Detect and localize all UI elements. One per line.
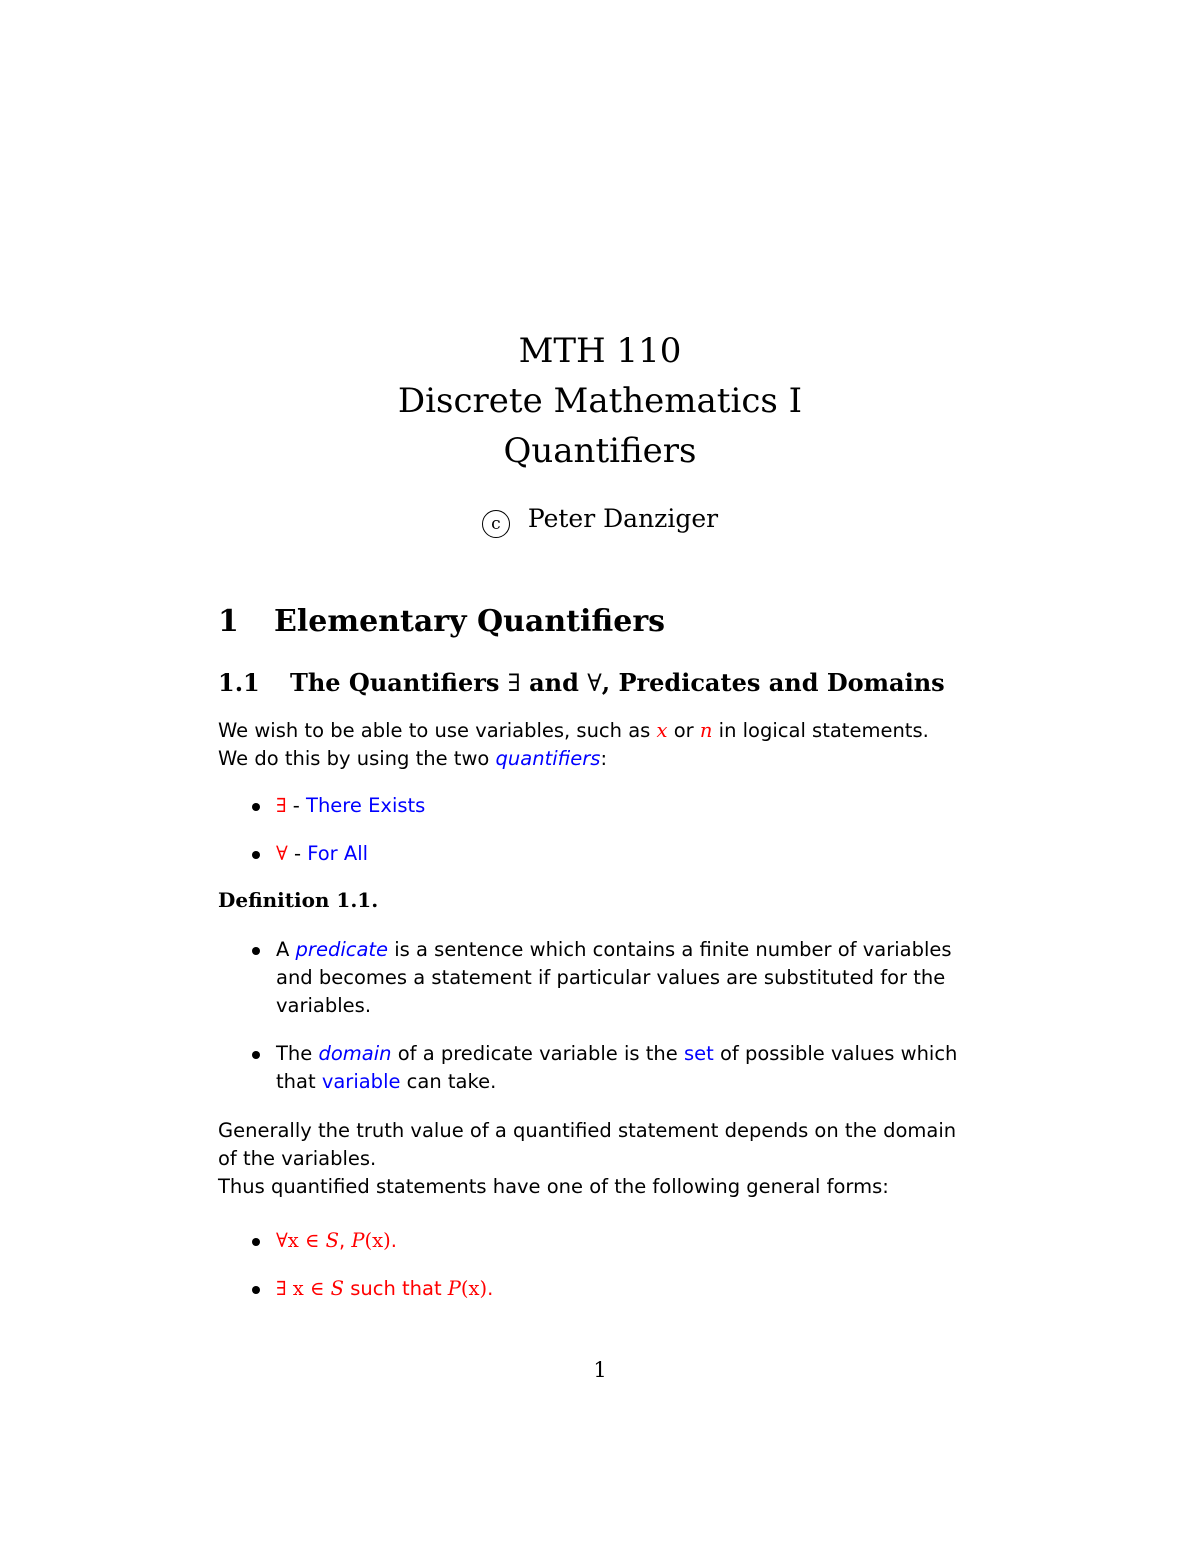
subsection-number: 1.1: [218, 668, 260, 697]
for-all-link[interactable]: For All: [307, 842, 369, 865]
list-item-forall: [252, 840, 992, 868]
definition-text: can take.: [400, 1070, 497, 1093]
bullet-icon: [252, 1238, 260, 1246]
quantifiers-link[interactable]: quantifiers: [495, 747, 601, 770]
subsection-title-prefix: The Quantifiers: [290, 668, 500, 697]
general-paragraph: [218, 1117, 988, 1201]
bullet-icon: [252, 803, 260, 811]
form-predicate-P: P: [351, 1229, 365, 1252]
form-set-S: S: [330, 1277, 344, 1300]
form-set-S: S: [325, 1229, 339, 1252]
intro-line-1: [218, 717, 988, 745]
author-line: [0, 504, 1200, 538]
bullet-icon: [252, 947, 260, 955]
definition-heading: Definition 1.1.: [218, 888, 379, 912]
form-exists: [252, 1275, 992, 1303]
course-title: MTH 110: [518, 331, 682, 371]
definition-line: and becomes a statement if particular values are substituted for the: [276, 966, 946, 989]
topic-title: Quantifiers: [503, 431, 697, 471]
general-line-2: of the variables.: [218, 1147, 377, 1170]
section-number: 1: [218, 604, 239, 639]
bullet-dash: -: [286, 794, 307, 817]
element-of-symbol: ∈: [303, 1277, 331, 1300]
definition-text: is a sentence which contains a finite number of variables: [388, 938, 952, 961]
there-exists-link[interactable]: There Exists: [306, 794, 426, 817]
copyright-icon: c: [482, 510, 510, 538]
form-argument: (x): [364, 1229, 391, 1252]
exists-symbol: ∃: [276, 1277, 287, 1300]
definition-item-domain: [252, 1040, 992, 1096]
bullet-icon: [252, 1051, 260, 1059]
form-var-x: x: [287, 1229, 299, 1252]
domain-link[interactable]: domain: [318, 1042, 392, 1065]
subsection-title-suffix: , Predicates and Domains: [601, 668, 945, 697]
subsection-and: and: [529, 668, 579, 697]
form-forall: [252, 1227, 992, 1255]
section-title: Elementary Quantifiers: [274, 604, 666, 639]
definition-item-predicate: [252, 936, 992, 1020]
exists-symbol: ∃: [276, 794, 287, 817]
var-n: n: [699, 719, 713, 742]
bullet-icon: [252, 851, 260, 859]
set-link[interactable]: set: [683, 1042, 714, 1065]
form-period: .: [487, 1277, 494, 1300]
form-such-that: such that: [344, 1277, 448, 1300]
intro-colon: :: [600, 747, 608, 770]
intro-paragraph: [218, 717, 988, 773]
variable-link[interactable]: variable: [321, 1070, 401, 1093]
forall-symbol: ∀: [276, 1229, 288, 1252]
title-block: [0, 326, 1200, 476]
form-var-x: x: [286, 1277, 304, 1300]
intro-line-2: [218, 745, 988, 773]
bullet-icon: [252, 1286, 260, 1294]
definition-line: [276, 936, 992, 964]
form-period: .: [390, 1229, 397, 1252]
exists-symbol: ∃: [507, 669, 521, 697]
list-item-exists: [252, 792, 992, 820]
page-number: 1: [593, 1358, 607, 1382]
intro-text: We wish to be able to use variables, such as: [218, 719, 657, 742]
general-line-3: Thus quantified statements have one of the following general forms:: [218, 1175, 889, 1198]
intro-text: We do this by using the two: [218, 747, 496, 770]
predicate-link[interactable]: predicate: [295, 938, 389, 961]
general-line-1: Generally the truth value of a quantified statement depends on the domain: [218, 1119, 957, 1142]
var-x: x: [656, 719, 668, 742]
intro-or: or: [667, 719, 700, 742]
element-of-symbol: ∈: [298, 1229, 326, 1252]
forall-symbol: ∀: [276, 842, 288, 865]
form-comma: ,: [338, 1229, 352, 1252]
form-predicate-P: P: [447, 1277, 461, 1300]
definition-text: that: [276, 1070, 322, 1093]
definition-text: A: [276, 938, 296, 961]
bullet-dash: -: [287, 842, 308, 865]
subsection-heading: [218, 668, 945, 697]
form-argument: (x): [460, 1277, 488, 1300]
forall-symbol: ∀: [587, 669, 602, 697]
subject-title: Discrete Mathematics I: [397, 381, 803, 421]
definition-line: [276, 1068, 992, 1096]
definition-line: [276, 1040, 992, 1068]
author-name: Peter Danziger: [527, 504, 719, 533]
definition-text: of possible values which: [713, 1042, 958, 1065]
definition-text: The: [276, 1042, 319, 1065]
definition-line: variables.: [276, 994, 372, 1017]
section-heading: [218, 604, 665, 639]
intro-text: in logical statements.: [712, 719, 929, 742]
definition-text: of a predicate variable is the: [391, 1042, 684, 1065]
